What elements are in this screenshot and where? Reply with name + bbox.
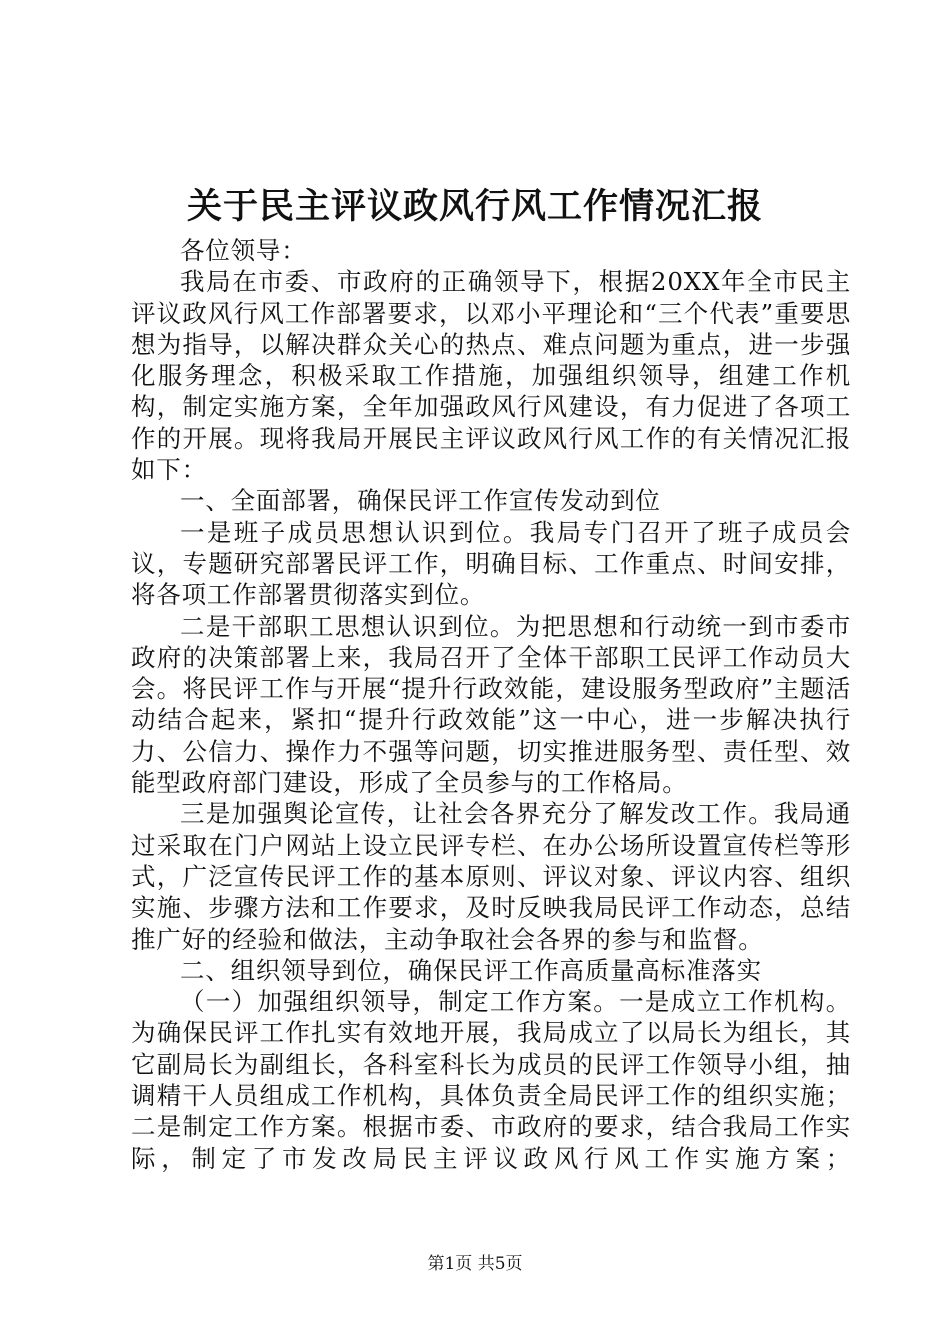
section-heading-2: 二、组织领导到位，确保民评工作高质量高标准落实 <box>180 955 762 985</box>
document-body <box>131 235 851 1174</box>
body-paragraph: 一是班子成员思想认识到位。我局专门召开了班子成员会议，专题研究部署民评工作，明确目标、工作重点、时间安排，将各项工作部署贯彻落实到位。 <box>131 517 851 610</box>
body-paragraph: （一）加强组织领导，制定工作方案。一是成立工作机构。为确保民评工作扎实有效地开展，我局成立了以局长为组长，其它副局长为副组长，各科室科长为成员的民评工作领导小组，抽调精干人员组成工作机构，具体负责全局民评工作的组织实施；二是制定工作方案。根据市委、市政府的要求，结合我局工作实际，制定了市发改局民主评议政风行风工作实施方案； <box>131 987 851 1173</box>
intro-paragraph: 我局在市委、市政府的正确领导下，根据20XX年全市民主评议政风行风工作部署要求，以邓小平理论和“三个代表”重要思想为指导，以解决群众关心的热点、难点问题为重点，进一步强化服务理念，积极采取工作措施，加强组织领导，组建工作机构，制定实施方案，全年加强政风行风建设，有力促进了各项工作的开展。现将我局开展民主评议政风行风工作的有关情况汇报如下： <box>131 267 852 485</box>
page-footer: 第1页 共5页 <box>427 1254 523 1274</box>
body-paragraph: 三是加强舆论宣传，让社会各界充分了解发改工作。我局通过采取在门户网站上设立民评专栏、在办公场所设置宣传栏等形式，广泛宣传民评工作的基本原则、评议对象、评议内容、组织实施、步骤方法和工作要求，及时反映我局民评工作动态，总结推广好的经验和做法，主动争取社会各界的参与和监督。 <box>131 799 851 954</box>
body-paragraph: 二是干部职工思想认识到位。为把思想和行动统一到市委市政府的决策部署上来，我局召开了全体干部职工民评工作动员大会。将民评工作与开展“提升行政效能，建设服务型政府”主题活动结合起来，紧扣“提升行政效能”这一中心，进一步解决执行力、公信力、操作力不强等问题，切实推进服务型、责任型、效能型政府部门建设，形成了全员参与的工作格局。 <box>131 611 851 798</box>
greeting-paragraph: 各位领导： <box>180 236 307 265</box>
section-heading-1: 一、全面部署，确保民评工作宣传发动到位 <box>180 486 661 516</box>
document-title: 关于民主评议政风行风工作情况汇报 <box>186 186 763 227</box>
